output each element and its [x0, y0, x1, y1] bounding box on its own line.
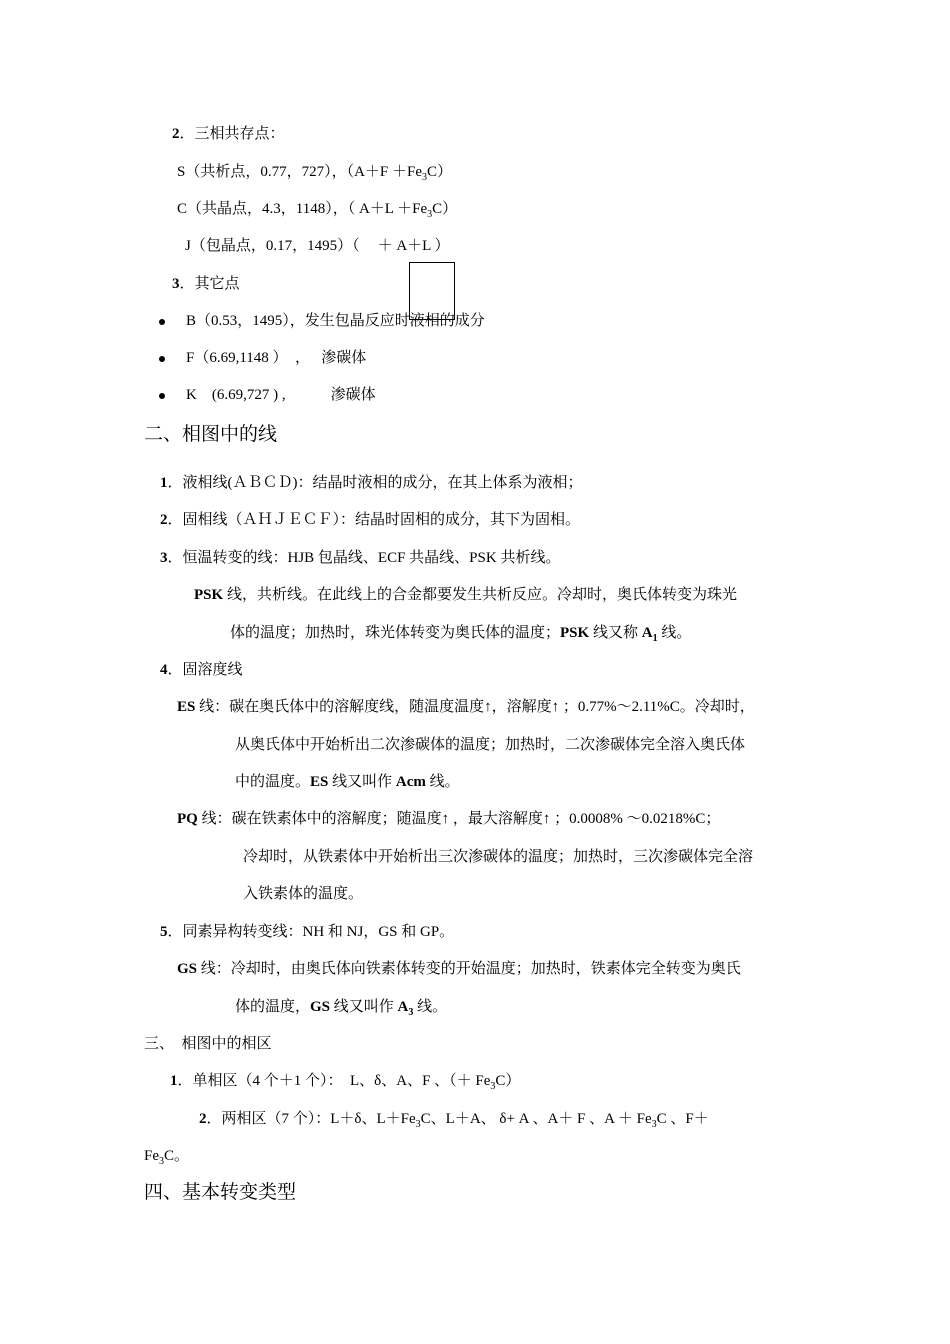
solidus-line-item: 2．固相线（ＡＨＪＥＣＦ）：结晶时固相的成分，其下为固相。 — [160, 512, 581, 528]
bullet-dot — [159, 319, 165, 325]
s-point-line: S（共析点，0.77，727），$(A+F +Fe_3C)$ — [177, 164, 453, 183]
es-paragraph: ES 线：碳在奥氏体中的溶解度线，随温度温度↑，溶解度↑ ；0.77%～2.11%C。冷却时， — [177, 699, 755, 715]
pq-paragraph: PQ 线：碳在铁素体中的溶解度；随温度↑ ，最大溶解度↑ ；0.0008% ～0.0218%C； — [177, 811, 721, 827]
two-phase-region-wrap: $Fe_3C$。 — [144, 1148, 190, 1167]
liquidus-line-item: 1．液相线(ＡＢＣＤ)：结晶时液相的成分，在其上体系为液相； — [160, 475, 583, 491]
pq-paragraph-cont2: 入铁素体的温度。 — [243, 886, 364, 902]
triple-point-heading: 2．三相共存点： — [172, 126, 285, 142]
pq-paragraph-cont: 冷却时，从铁素体中开始析出三次渗碳体的温度；加热时，三次渗碳体完全溶 — [243, 849, 754, 865]
j-point-line: J（包晶点，0.17，1495）（ ＋ A＋L ） — [185, 238, 450, 254]
section-heading-transformations: 四、基本转变类型 — [144, 1182, 297, 1203]
two-phase-region-item: 2．两相区（7 个）：L＋δ、$L+Fe_3C$、L＋A、 δ+ A 、A＋ F 、$A + Fe_3C$ 、F＋ — [199, 1111, 709, 1130]
gs-paragraph-cont: 体的温度，GS 线又叫作 $A_3$ 线。 — [235, 999, 448, 1018]
es-paragraph-cont: 从奥氏体中开始析出二次渗碳体的温度；加热时，二次渗碳体完全溶入奥氏体 — [235, 737, 746, 753]
bullet-dot — [159, 393, 165, 399]
other-points-heading: 3．其它点 — [172, 276, 240, 292]
list-item-k-point: K (6.69,727 ) , 渗碳体 — [186, 387, 376, 403]
c-point-line: C（共晶点，4.3，1148），（ $A+L +Fe_3C$） — [177, 201, 458, 220]
allotropic-line-item: 5．同素异构转变线：NH 和 NJ，GS 和 GP。 — [160, 924, 455, 940]
isothermal-line-item: 3．恒温转变的线：HJB 包晶线、ECF 共晶线、PSK 共析线。 — [160, 550, 561, 566]
bullet-dot — [159, 356, 165, 362]
list-item-b-point: B（0.53，1495），发生包晶反应时液相的成分 — [186, 313, 485, 329]
gs-paragraph: GS 线：冷却时，由奥氏体向铁素体转变的开始温度；加热时，铁素体完全转变为奥氏 — [177, 961, 741, 977]
section-heading-lines: 二、相图中的线 — [144, 424, 278, 445]
section-heading-regions: 三、 相图中的相区 — [144, 1036, 272, 1052]
psk-paragraph: PSK 线，共析线。在此线上的合金都要发生共析反应。冷却时，奥氏体转变为珠光 — [194, 587, 737, 603]
list-item-f-point: F（6.69,1148 ） ， 渗碳体 — [186, 350, 367, 366]
solvus-line-item: 4．固溶度线 — [160, 662, 243, 678]
psk-paragraph-cont: 体的温度；加热时，珠光体转变为奥氏体的温度；PSK 线又称 $A_1$ 线。 — [230, 625, 692, 644]
single-phase-region-item: 1．单相区（4 个＋1 个）： L、δ、A、F 、（＋ $Fe_3C$） — [170, 1073, 521, 1092]
es-paragraph-cont2: 中的温度。ES 线又叫作 Acm 线。 — [235, 774, 460, 790]
